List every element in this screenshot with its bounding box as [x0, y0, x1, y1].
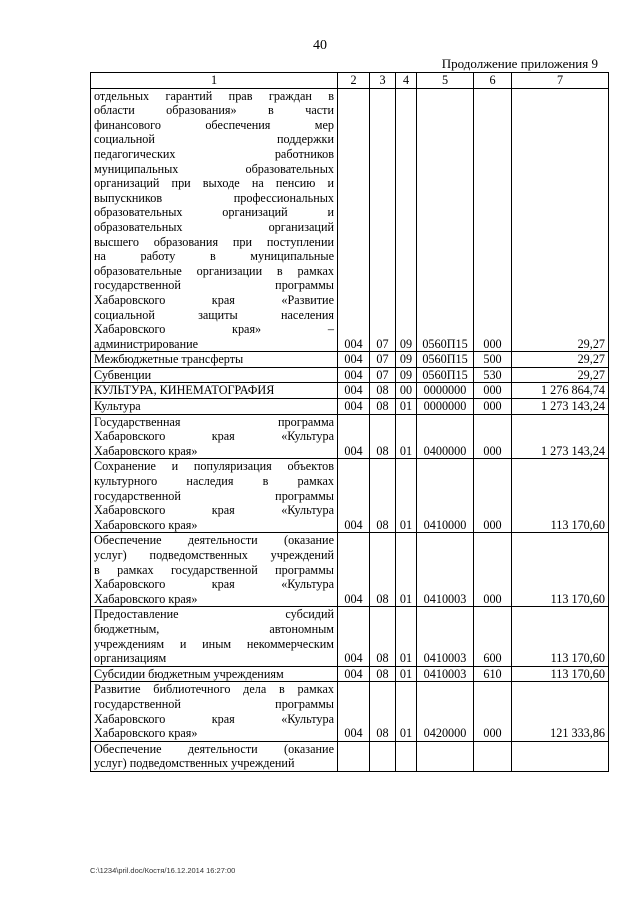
row-name-line: услуг) подведомственных учреждений [94, 548, 334, 562]
cell-expense-type [474, 741, 512, 771]
row-name-line: на работу в муниципальные [94, 249, 334, 264]
cell-amount: 29,27 [512, 367, 609, 383]
row-name-cell [91, 666, 338, 682]
cell-glava: 004 [338, 533, 370, 607]
cell-target-article: 0410000 [417, 459, 474, 533]
cell-expense-type: 600 [474, 607, 512, 666]
cell-glava: 004 [338, 459, 370, 533]
row-name-line: Обеспечение деятельности (оказание [94, 533, 334, 548]
cell-razdel: 08 [370, 533, 396, 607]
table-row [91, 459, 609, 533]
row-name-line: выпускников профессиональных [94, 190, 334, 205]
cell-glava: 004 [338, 414, 370, 459]
cell-target-article: 0410003 [417, 607, 474, 666]
row-name-cell [91, 88, 338, 352]
cell-expense-type: 000 [474, 414, 512, 459]
row-name-cell [91, 682, 338, 741]
cell-podrazdel: 00 [396, 383, 417, 399]
cell-expense-type: 500 [474, 352, 512, 368]
cell-glava: 004 [338, 88, 370, 352]
cell-podrazdel: 01 [396, 399, 417, 415]
document-footer-path: C:\1234\pril.doc/Костя/16.12.2014 16:27:00 [90, 866, 236, 875]
table-row [91, 367, 609, 383]
row-name-line: Хабаровского края» [94, 591, 198, 606]
cell-glava: 004 [338, 682, 370, 741]
cell-podrazdel: 09 [396, 367, 417, 383]
row-name-line: Хабаровского края «Культура [94, 711, 334, 726]
row-name-line: Субвенции [94, 367, 152, 382]
cell-glava [338, 741, 370, 771]
row-name-line: Хабаровского края» [94, 517, 198, 532]
cell-amount: 113 170,60 [512, 459, 609, 533]
cell-amount: 29,27 [512, 352, 609, 368]
cell-expense-type: 000 [474, 533, 512, 607]
cell-glava: 004 [338, 383, 370, 399]
row-name-line: образовательные организации в рамках [94, 263, 334, 278]
cell-glava: 004 [338, 399, 370, 415]
cell-glava: 004 [338, 666, 370, 682]
table-row [91, 533, 609, 607]
row-name-line: Развитие библиотечного дела в рамках [94, 682, 334, 697]
cell-target-article: 0410003 [417, 666, 474, 682]
row-name-line: финансового обеспечения мер [94, 117, 334, 132]
row-name-line: области образования» в части [94, 103, 334, 118]
row-name-line: государственной программы [94, 488, 334, 503]
cell-target-article: 0420000 [417, 682, 474, 741]
table-row [91, 383, 609, 399]
row-name-cell [91, 383, 338, 399]
row-name-line: государственной программы [94, 278, 334, 293]
row-name-line: администрирование [94, 336, 199, 351]
row-name-line: учреждениям и иным некоммерческим [94, 636, 334, 651]
row-name-line: Государственная программа [94, 414, 334, 429]
row-name-cell [91, 741, 338, 771]
row-name-line: культурного наследия в рамках [94, 474, 334, 489]
table-row [91, 414, 609, 459]
budget-table [90, 72, 609, 772]
row-name-line: Субсидии бюджетным учреждениям [94, 666, 284, 681]
row-name-line: государственной программы [94, 696, 334, 711]
row-name-line: КУЛЬТУРА, КИНЕМАТОГРАФИЯ [94, 383, 275, 398]
row-name-line: Хабаровского края» [94, 726, 198, 741]
table-row [91, 88, 609, 352]
cell-amount: 29,27 [512, 88, 609, 352]
table-row [91, 682, 609, 741]
cell-podrazdel: 01 [396, 607, 417, 666]
column-header-7: 7 [512, 73, 609, 89]
row-name-line: социальной поддержки [94, 132, 334, 147]
cell-razdel: 08 [370, 682, 396, 741]
cell-podrazdel: 01 [396, 414, 417, 459]
row-name-cell [91, 607, 338, 666]
cell-target-article: 0000000 [417, 399, 474, 415]
row-name-line: Хабаровского края» [94, 443, 198, 458]
row-name-line: высшего образования при поступлении [94, 234, 334, 249]
cell-podrazdel: 01 [396, 533, 417, 607]
cell-razdel: 07 [370, 367, 396, 383]
page-number: 40 [313, 38, 327, 53]
row-name-line: Культура [94, 399, 141, 414]
cell-expense-type: 000 [474, 383, 512, 399]
cell-expense-type: 000 [474, 399, 512, 415]
cell-amount [512, 741, 609, 771]
column-header-6: 6 [474, 73, 512, 89]
cell-target-article: 0560П15 [417, 88, 474, 352]
cell-glava: 004 [338, 367, 370, 383]
row-name-line: Предоставление субсидий [94, 607, 334, 622]
cell-podrazdel: 01 [396, 459, 417, 533]
row-name-cell [91, 367, 338, 383]
row-name-line: образовательных организаций и [94, 205, 334, 220]
cell-expense-type: 610 [474, 666, 512, 682]
row-name-line: образовательных организаций [94, 219, 334, 234]
row-name-line: Сохранение и популяризация объектов [94, 459, 334, 474]
table-header-row [91, 73, 609, 89]
cell-glava: 004 [338, 607, 370, 666]
cell-razdel: 08 [370, 459, 396, 533]
cell-razdel: 08 [370, 607, 396, 666]
row-name-line: Межбюджетные трансферты [94, 352, 244, 367]
table-row [91, 741, 609, 771]
cell-amount: 113 170,60 [512, 666, 609, 682]
row-name-line: бюджетным, автономным [94, 621, 334, 636]
column-header-2: 2 [338, 73, 370, 89]
cell-amount: 113 170,60 [512, 607, 609, 666]
cell-razdel: 08 [370, 383, 396, 399]
row-name-line: услуг) подведомственных учреждений [94, 756, 295, 771]
row-name-line: в рамках государственной программы [94, 562, 334, 577]
cell-target-article: 0000000 [417, 383, 474, 399]
row-name-cell [91, 399, 338, 415]
row-name-line: Хабаровского края «Культура [94, 577, 334, 592]
cell-razdel: 07 [370, 88, 396, 352]
column-header-4: 4 [396, 73, 417, 89]
row-name-line: организаций при выходе на пенсию и [94, 176, 334, 191]
cell-razdel: 08 [370, 399, 396, 415]
row-name-cell [91, 533, 338, 607]
cell-amount: 1 276 864,74 [512, 383, 609, 399]
cell-expense-type: 000 [474, 682, 512, 741]
cell-glava: 004 [338, 352, 370, 368]
cell-target-article: 0560П15 [417, 367, 474, 383]
cell-target-article: 0400000 [417, 414, 474, 459]
table-row [91, 666, 609, 682]
cell-amount: 1 273 143,24 [512, 399, 609, 415]
row-name-cell [91, 459, 338, 533]
cell-amount: 113 170,60 [512, 533, 609, 607]
row-name-line: отдельных гарантий прав граждан в [94, 88, 334, 103]
row-name-line: Хабаровского края «Развитие [94, 292, 334, 307]
row-name-line: Хабаровского края» – [94, 322, 334, 337]
cell-razdel: 08 [370, 414, 396, 459]
cell-expense-type: 530 [474, 367, 512, 383]
cell-podrazdel: 01 [396, 682, 417, 741]
table-row [91, 352, 609, 368]
cell-podrazdel: 01 [396, 666, 417, 682]
row-name-line: педагогических работников [94, 146, 334, 161]
table-row [91, 607, 609, 666]
row-name-line: Хабаровского края «Культура [94, 503, 334, 518]
column-header-1: 1 [91, 73, 338, 89]
cell-podrazdel: 09 [396, 352, 417, 368]
cell-razdel: 08 [370, 666, 396, 682]
cell-target-article: 0560П15 [417, 352, 474, 368]
appendix-continuation-label: Продолжение приложения 9 [441, 56, 598, 71]
cell-podrazdel [396, 741, 417, 771]
column-header-5: 5 [417, 73, 474, 89]
row-name-line: организациям [94, 651, 167, 666]
table-row [91, 399, 609, 415]
cell-target-article [417, 741, 474, 771]
cell-expense-type: 000 [474, 88, 512, 352]
row-name-line: муниципальных образовательных [94, 161, 334, 176]
row-name-line: социальной защиты населения [94, 307, 334, 322]
row-name-cell [91, 352, 338, 368]
row-name-line: Обеспечение деятельности (оказание [94, 741, 334, 756]
cell-amount: 121 333,86 [512, 682, 609, 741]
row-name-cell [91, 414, 338, 459]
row-name-line: Хабаровского края «Культура [94, 429, 334, 444]
cell-target-article: 0410003 [417, 533, 474, 607]
cell-razdel: 07 [370, 352, 396, 368]
column-header-3: 3 [370, 73, 396, 89]
cell-razdel [370, 741, 396, 771]
cell-podrazdel: 09 [396, 88, 417, 352]
cell-amount: 1 273 143,24 [512, 414, 609, 459]
cell-expense-type: 000 [474, 459, 512, 533]
